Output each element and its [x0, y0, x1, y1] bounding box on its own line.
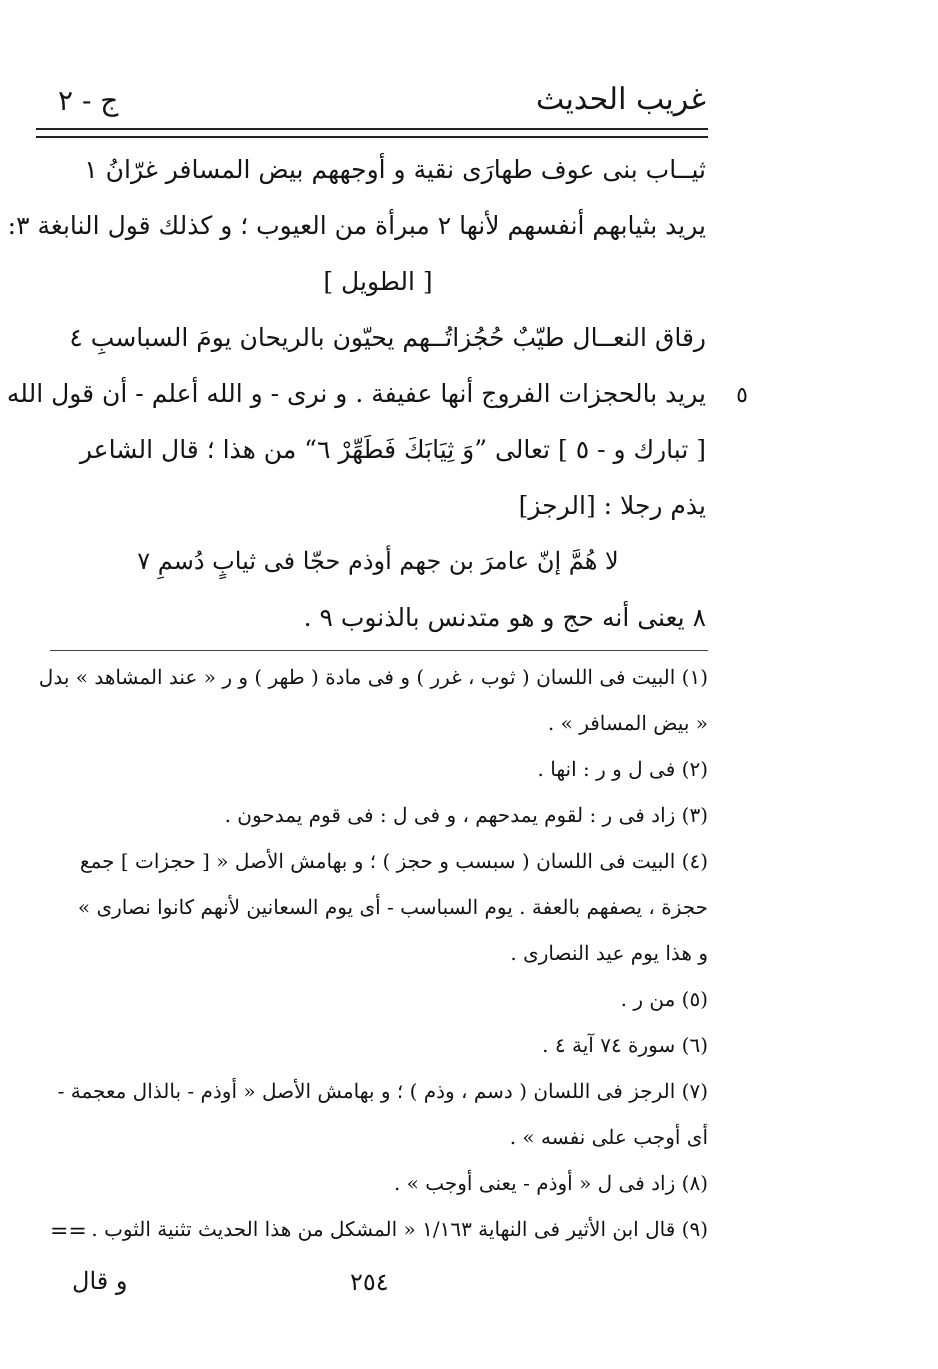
main-line-2: يريد بثيابهم أنفسهم لأنها ٢ مبرأة من العيوب ؛ و كذلك قول النابغة ٣: — [7, 211, 706, 240]
main-line-7: يذم رجلا : [الرجز] — [518, 491, 706, 520]
main-line-4: رقاق النعــال طيّبٌ حُجُزاتُــهم يحيّون بالريحان يومَ السباسبِ ٤ — [69, 323, 706, 352]
footnote-line-2: « بيض المسافر » . — [547, 711, 708, 735]
header-rule-top — [36, 128, 708, 130]
footnote-line-7: و هذا يوم عيد النصارى . — [510, 941, 708, 965]
footnote-line-3: (٢) فى ل و ر : انها . — [537, 757, 708, 781]
main-line-9: ٨ يعنى أنه حج و هو متدنس بالذنوب ٩ . — [303, 603, 706, 632]
verse-2: لا هُمَّ إنّ عامرَ بن جهم أوذم حجّا فى ثيابٍ دُسمِ ٧ — [137, 547, 619, 575]
footnote-line-11: أى أوجب على نفسه » . — [509, 1125, 708, 1149]
footnote-line-10: (٧) الرجز فى اللسان ( دسم ، وذم ) ؛ و بهامش الأصل « أوذم - بالذال معجمة - — [57, 1079, 708, 1103]
footnote-line-13: (٩) قال ابن الأثير فى النهاية ١/١٦٣ « المشكل من هذا الحديث تثنية الثوب . — [91, 1217, 708, 1241]
footnote-line-12: (٨) زاد فى ل « أوذم - يعنى أوجب » . — [393, 1171, 708, 1195]
footnote-line-8: (٥) من ر . — [620, 987, 708, 1011]
volume-label: ج - ٢ — [58, 84, 119, 117]
continuation-mark: == — [50, 1219, 87, 1244]
running-title: غريب الحديث — [536, 82, 706, 117]
main-line-6: [ تبارك و - ٥ ] تعالى ”وَ ثِيَابَكَ فَطَهِّرْ ٦“ من هذا ؛ قال الشاعر — [79, 435, 706, 464]
main-line-5: يريد بالحجزات الفروج أنها عفيفة . و نرى - و الله أعلم - أن قول الله — [6, 379, 706, 408]
page-number: ٢٥٤ — [350, 1268, 389, 1296]
footnote-line-6: حجزة ، يصفهم بالعفة . يوم السباسب - أى يوم السعانين لأنهم كانوا نصارى » — [77, 895, 708, 919]
line-number-5: ٥ — [736, 383, 748, 408]
footnote-line-5: (٤) البيت فى اللسان ( سبسب و حجز ) ؛ و بهامش الأصل « [ حجزات ] جمع — [79, 849, 708, 873]
footnote-line-4: (٣) زاد فى ر : لقوم يمدحهم ، و فى ل : فى قوم يمدحون . — [224, 803, 708, 827]
footnote-line-9: (٦) سورة ٧٤ آية ٤ . — [542, 1033, 708, 1057]
meter-label-1: [ الطويل ] — [323, 267, 433, 296]
catchword: و قال — [72, 1267, 128, 1295]
footnote-line-1: (١) البيت فى اللسان ( ثوب ، غرر ) و فى مادة ( طهر ) و ر « عند المشاهد » بدل — [38, 665, 708, 689]
main-line-1: ثيــاب بنى عوف طهارَى نقية و أوجههم بيض المسافر غرّانُ ١ — [84, 155, 706, 184]
header-rule-bottom — [36, 136, 708, 138]
footnote-separator — [50, 650, 708, 651]
